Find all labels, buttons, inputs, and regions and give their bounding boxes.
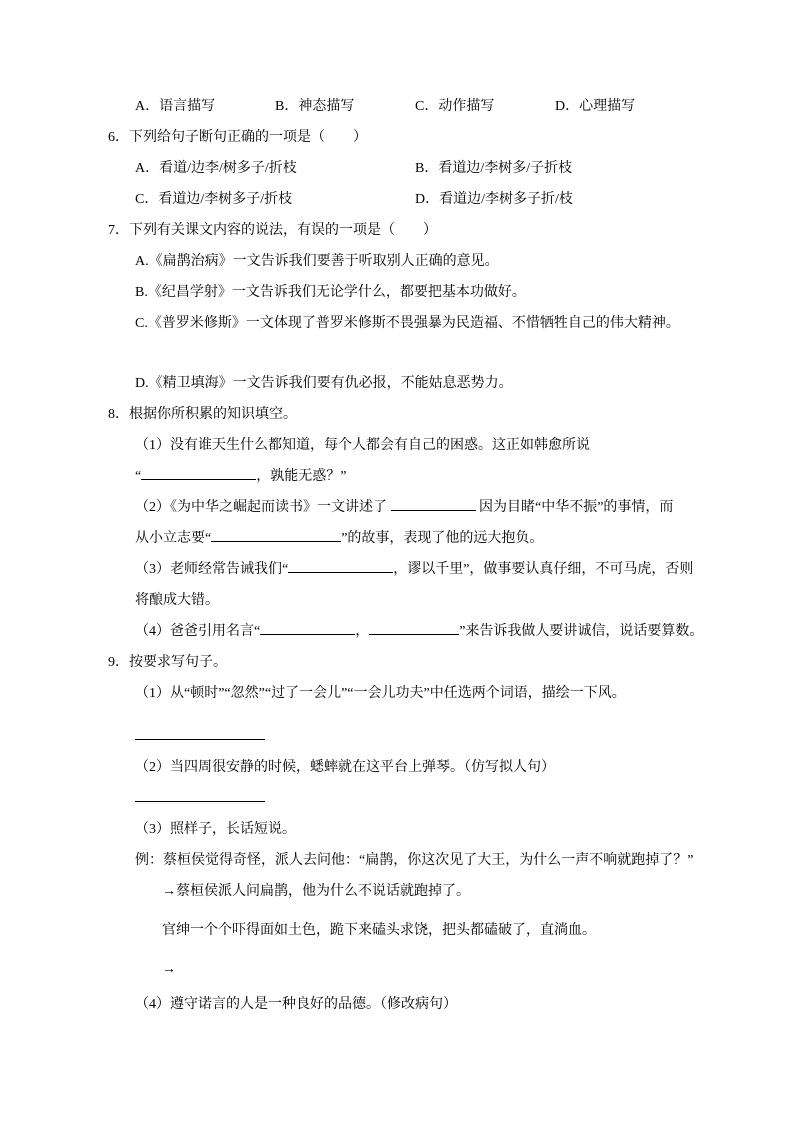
text-segment: B．神态描写 [275, 99, 355, 114]
text-segment: （3）照样子，长话短说。 [135, 822, 296, 837]
text-segment: A．语言描写 [135, 99, 216, 114]
q8-part1-line1 [108, 430, 723, 461]
text-segment: C．动作描写 [415, 99, 495, 114]
fill-in-blank-underline [135, 726, 265, 740]
text-segment: → [162, 962, 176, 977]
q8-part3-line2 [108, 585, 723, 616]
q9-part1-answer-line [108, 721, 723, 752]
text-segment: D．看道边/李树多子折/枝 [415, 192, 573, 207]
text-segment: C.《普罗米修斯》一文体现了普罗米修斯不畏强暴为民造福、不惜牺牲自己的伟大精神。 [135, 316, 680, 331]
text-segment: C．看道边/李树多子/折枝 [135, 192, 293, 207]
q7-option-a [108, 246, 723, 277]
text-segment: D．心理描写 [555, 99, 636, 114]
q5-options-row [108, 91, 723, 122]
text-segment: 官绅一个个吓得面如土色，跪下来磕头求饶，把头都磕破了，直淌血。 [162, 923, 596, 938]
text-segment: 9．按要求写句子。 [108, 655, 227, 670]
question-8 [108, 399, 723, 430]
text-segment: B.《纪昌学射》一文告诉我们无论学什么，都要把基本功做好。 [135, 285, 526, 300]
q7-option-b [108, 277, 723, 308]
q8-part3-line1 [108, 554, 723, 585]
q6-options-row-ab [108, 153, 723, 184]
q8-part2-line1 [108, 492, 723, 523]
fill-in-blank-underline [288, 559, 393, 573]
fill-in-blank-underline [369, 621, 459, 635]
q9-part3-arrow [108, 954, 723, 985]
text-segment: （4）爸爸引用名言“ [135, 624, 261, 639]
q9-part4 [108, 989, 723, 1020]
text-segment: ”来告诉我做人要讲诚信，说话要算数。 [459, 624, 704, 639]
q6-options-row-cd [108, 184, 723, 215]
q8-part4 [108, 616, 723, 647]
text-segment: （1）没有谁天生什么都知道，每个人都会有自己的困惑。这正如韩愈所说 [135, 438, 590, 453]
text-segment: 因为目睹“中华不振”的事情，而 [475, 500, 674, 515]
text-segment: （2）《为中华之崛起而读书》一文讲述了 [135, 500, 391, 515]
text-segment: A．看道/边李/树多子/折枝 [135, 161, 297, 176]
q7-option-d [108, 368, 723, 399]
text-segment: （1）从“顿时”“忽然”“过了一会儿”“一会儿功夫”中任选两个词语，描绘一下风。 [135, 686, 626, 701]
question-9 [108, 647, 723, 678]
fill-in-blank-underline [260, 621, 355, 635]
q9-part3-example [108, 845, 723, 876]
text-segment: “ [135, 469, 142, 484]
fill-in-blank-underline [391, 497, 476, 511]
text-segment: ，孰能无惑？” [256, 469, 347, 484]
q8-part1-line2 [108, 461, 723, 492]
q8-part2-line2 [108, 523, 723, 554]
text-segment: 将酿成大错。 [135, 593, 219, 608]
text-segment: ，谬以千里”，做事要认真仔细，不可马虎，否则 [393, 562, 694, 577]
text-segment: ”的故事，表现了他的远大抱负。 [341, 531, 544, 546]
text-segment: D.《精卫填海》一文告诉我们要有仇必报，不能姑息恶势力。 [135, 376, 513, 391]
q7-option-c [108, 308, 723, 339]
text-segment: 从小立志要“ [135, 531, 212, 546]
text-segment: 6．下列给句子断句正确的一项是（ ） [108, 130, 367, 145]
fill-in-blank-underline [135, 788, 265, 802]
text-segment: 例：蔡桓侯觉得奇怪，派人去问他：“扁鹊，你这次见了大王，为什么一声不响就跑掉了？” [135, 853, 694, 868]
q9-part3 [108, 814, 723, 845]
text-segment: （4）遵守诺言的人是一种良好的品德。（修改病句） [135, 997, 457, 1012]
document-body [108, 91, 723, 1020]
text-segment: （2）当四周很安静的时候，蟋蟀就在这平台上弹琴。（仿写拟人句） [135, 760, 555, 775]
q9-part1 [108, 678, 723, 709]
q9-part2-answer-line [108, 783, 723, 814]
text-segment: A.《扁鹊治病》一文告诉我们要善于听取别人正确的意见。 [135, 254, 499, 269]
text-segment: ， [355, 624, 370, 639]
text-segment: B．看道边/李树多/子折枝 [415, 161, 573, 176]
text-segment: 7．下列有关课文内容的说法，有误的一项是（ ） [108, 223, 437, 238]
q9-part3-sentence [108, 915, 723, 946]
fill-in-blank-underline [141, 466, 256, 480]
question-6 [108, 122, 723, 153]
text-segment: （3）老师经常告诫我们“ [135, 562, 289, 577]
q9-part2 [108, 752, 723, 783]
q9-part3-example-answer [108, 876, 723, 907]
fill-in-blank-underline [211, 528, 341, 542]
text-segment: 8．根据你所积累的知识填空。 [108, 407, 297, 422]
question-7 [108, 215, 723, 246]
text-segment: →蔡桓侯派人问扁鹊，他为什么不说话就跑掉了。 [162, 884, 470, 899]
